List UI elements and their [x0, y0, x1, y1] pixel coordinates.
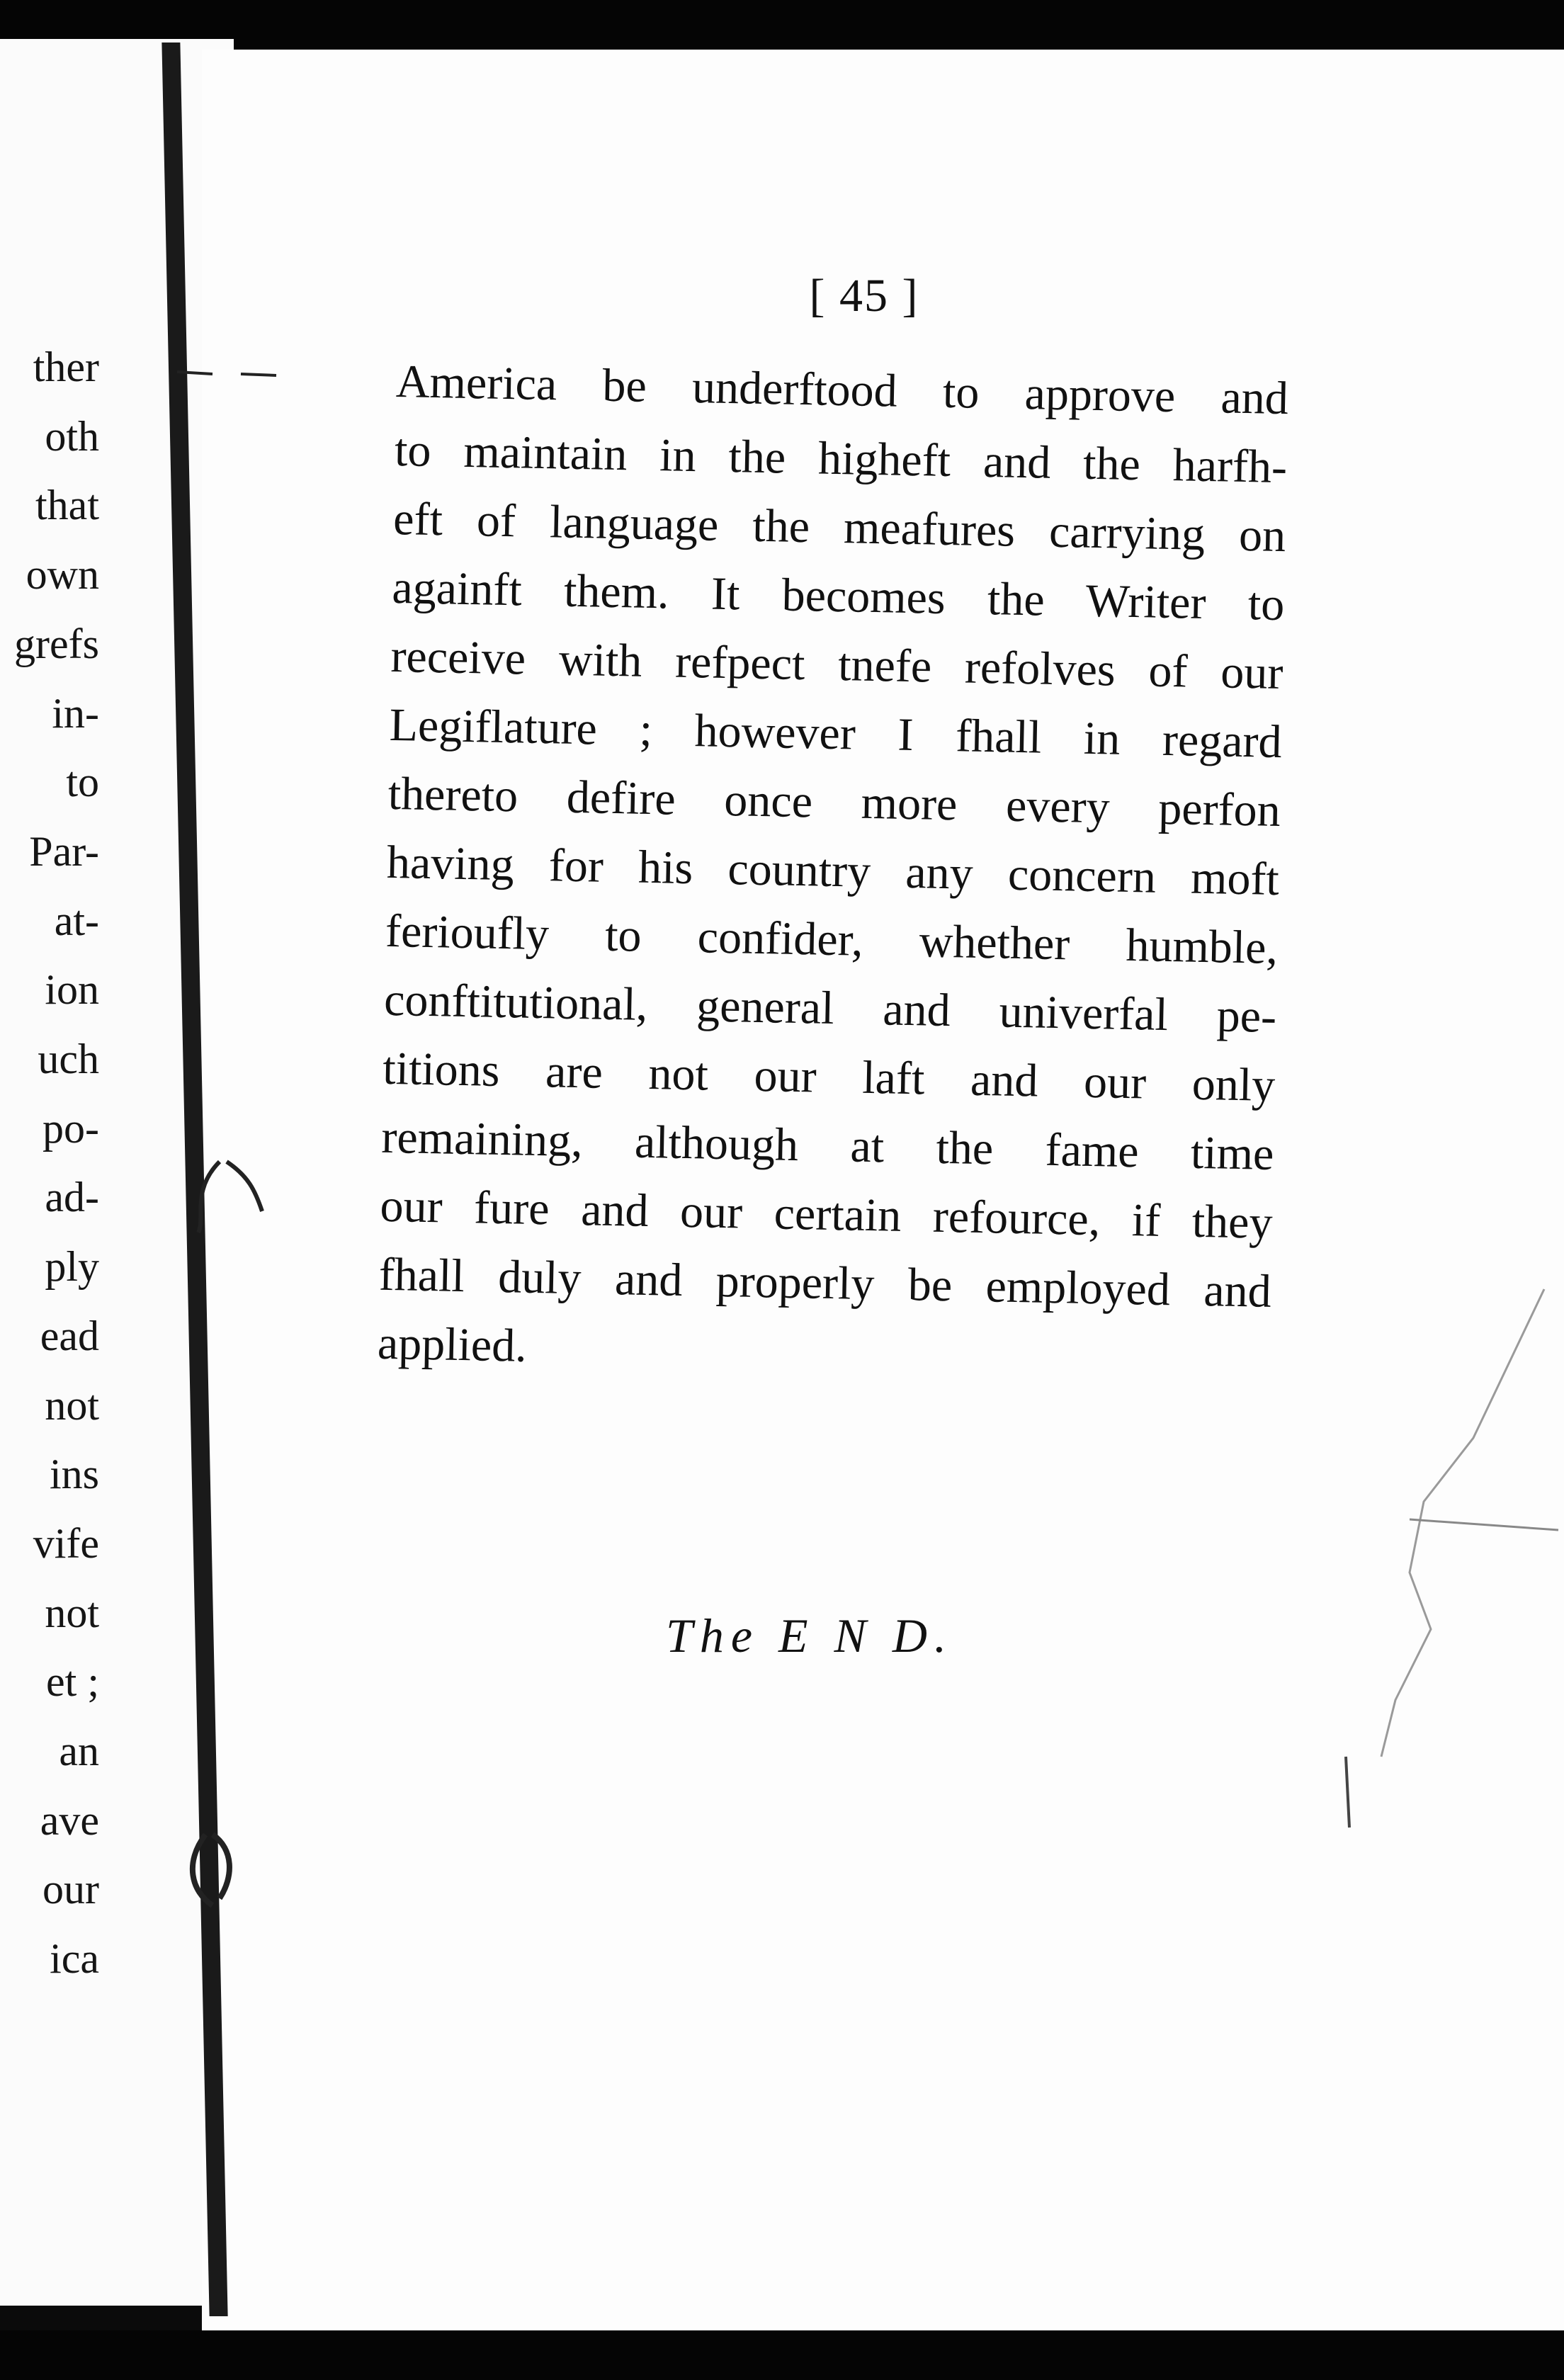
prev-line: ion — [45, 966, 99, 1014]
prev-line: Par- — [29, 827, 99, 875]
prev-line: not — [45, 1589, 99, 1636]
page-edge-stain — [1332, 1275, 1564, 2267]
prev-line: po- — [42, 1104, 99, 1152]
prev-line: grefs — [14, 620, 99, 667]
text-line: our fure and our certain refource, if they — [380, 1179, 1274, 1249]
prev-line: ins — [49, 1451, 99, 1498]
prev-line: vife — [33, 1519, 99, 1567]
text-line: having for his country any concern moft — [386, 836, 1280, 906]
prev-line: not — [45, 1381, 99, 1429]
text-line: Legiflature ; however I fhall in regard — [389, 698, 1283, 769]
text-line: titions are not our laft and our only — [382, 1042, 1276, 1111]
prev-line: ply — [45, 1243, 99, 1291]
prev-line: uch — [38, 1036, 99, 1083]
text-line: againft them. It becomes the Writer to — [391, 561, 1285, 631]
text-line: to maintain in the higheft and the harfh- — [394, 424, 1288, 494]
prev-line: ica — [50, 1935, 99, 1983]
text-line: ferioufly to confider, whether humble, — [385, 905, 1279, 975]
text-line: conftitutional, general and univerfal pe- — [383, 973, 1277, 1043]
scan-bottom-border — [0, 2330, 1564, 2380]
text-line: receive with refpect tnefe refolves of our — [390, 630, 1284, 700]
prev-line: to — [66, 759, 99, 806]
previous-page-text — [0, 333, 99, 1994]
prev-line: that — [35, 482, 99, 529]
prev-line: et ; — [46, 1658, 99, 1706]
prev-line: ave — [40, 1796, 99, 1844]
prev-line: an — [59, 1728, 99, 1775]
text-line: remaining, although at the fame time — [380, 1111, 1275, 1180]
body-paragraph — [377, 347, 1289, 1395]
text-line: eft of language the meafures carrying on — [392, 492, 1286, 562]
prev-line: oth — [45, 412, 99, 460]
page-number: [ 45 ] — [809, 270, 919, 322]
binding-thread-marks — [163, 340, 305, 1969]
prev-line: our — [42, 1866, 99, 1913]
closing-text: The E N D. — [666, 1609, 953, 1662]
prev-line: ther — [33, 344, 99, 390]
text-line: America be underftood to approve and — [395, 355, 1289, 425]
text-line: thereto defire once more every perfon — [387, 767, 1281, 837]
prev-line: in- — [52, 689, 99, 737]
text-line: applied. — [377, 1317, 528, 1372]
text-line: fhall duly and properly be employed and — [378, 1248, 1272, 1318]
prev-line: ad- — [45, 1174, 99, 1221]
prev-line: own — [26, 551, 99, 599]
prev-line: ead — [40, 1312, 99, 1359]
prev-line: at- — [54, 897, 99, 944]
